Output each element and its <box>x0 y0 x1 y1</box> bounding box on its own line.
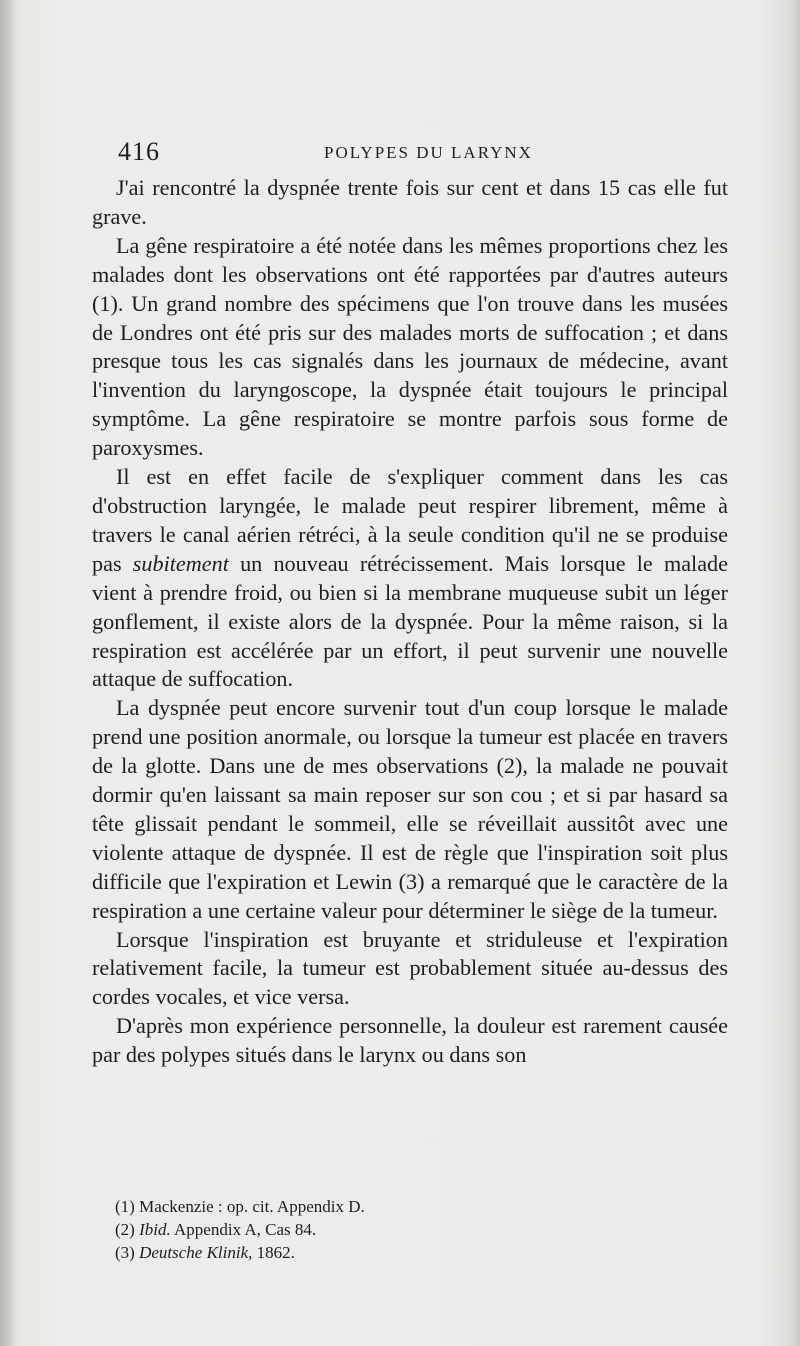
footnotes <box>115 1195 635 1264</box>
paragraph-1: J'ai rencontré la dyspnée trente fois sur cent et dans 15 cas elle fut grave. <box>92 175 728 229</box>
footnote-1 <box>115 1195 635 1218</box>
footnote-3 <box>115 1241 635 1264</box>
footnote-text: Appendix A, Cas 84. <box>174 1220 317 1239</box>
main-text <box>92 174 728 1070</box>
footnote-marker: (3) <box>115 1243 135 1262</box>
paragraph-3-text-before: Il est en effet facile de s'expliquer comment dans les cas d'obstruction laryngée, le malade peut respirer librement, même à travers le canal aérien rétréci, à la seule condition qu'il ne se produise pas <box>92 464 728 576</box>
page-number: 416 <box>118 137 160 166</box>
footnote-text: Mackenzie : op. cit. Appendix D. <box>139 1197 365 1216</box>
paragraph-3 <box>92 463 728 694</box>
paragraph-3-text-after: un nouveau rétrécissement. Mais lorsque le malade vient à prendre froid, ou bien si la membrane muqueuse subit un léger gonflement, il existe alors de la dyspnée. Pour la même raison, si la respiration est accélérée par un effort, il peut survenir une nouvelle attaque de suffocation. <box>92 550 728 692</box>
footnote-emphasis: Deutsche Klinik, <box>139 1243 253 1262</box>
page-gutter-shadow <box>0 0 16 1346</box>
footnote-marker: (1) <box>115 1197 135 1216</box>
paragraph-3-emphasis: subitement <box>132 550 229 576</box>
paragraph-6: D'après mon expérience personnelle, la douleur est rarement causée par des polypes situés dans le larynx ou dans son <box>92 1013 728 1068</box>
paragraph-4: La dyspnée peut encore survenir tout d'un coup lorsque le malade prend une position anormale, ou lorsque la tumeur est placée en travers de la glotte. Dans une de mes observations (2), la malade ne pouvait dormir qu'en laissant sa main reposer sur son cou ; et si par hasard sa tête glissait pendant le sommeil, elle se réveillait aussitôt avec une violente attaque de dyspnée. Il est de règle que l'inspiration soit plus difficile que l'expiration et Lewin (3) a remarqué que le caractère de la respiration a une certaine valeur pour déterminer le siège de la tumeur. <box>92 695 728 923</box>
paragraph-5: Lorsque l'inspiration est bruyante et striduleuse et l'expiration relativement facile, la tumeur est probablement située au-dessus des cordes vocales, et vice versa. <box>92 926 728 1010</box>
footnote-text: 1862. <box>256 1243 295 1262</box>
paragraph-2: La gêne respiratoire a été notée dans les mêmes proportions chez les malades dont les observations ont été rapportées par d'autres auteurs (1). Un grand nombre des spécimens que l'on trouve dans les musées de Londres ont été pris sur des malades morts de suffocation ; et dans presque tous les cas signalés dans les journaux de médecine, avant l'invention du laryngoscope, la dyspnée était toujours le principal symptôme. La gêne respiratoire se montre parfois sous forme de paroxysmes. <box>92 232 728 461</box>
footnote-emphasis: Ibid. <box>139 1220 171 1239</box>
footnote-2 <box>115 1218 635 1241</box>
running-header <box>118 137 738 171</box>
footnote-marker: (2) <box>115 1220 135 1239</box>
running-title: POLYPES DU LARYNX <box>324 143 533 162</box>
